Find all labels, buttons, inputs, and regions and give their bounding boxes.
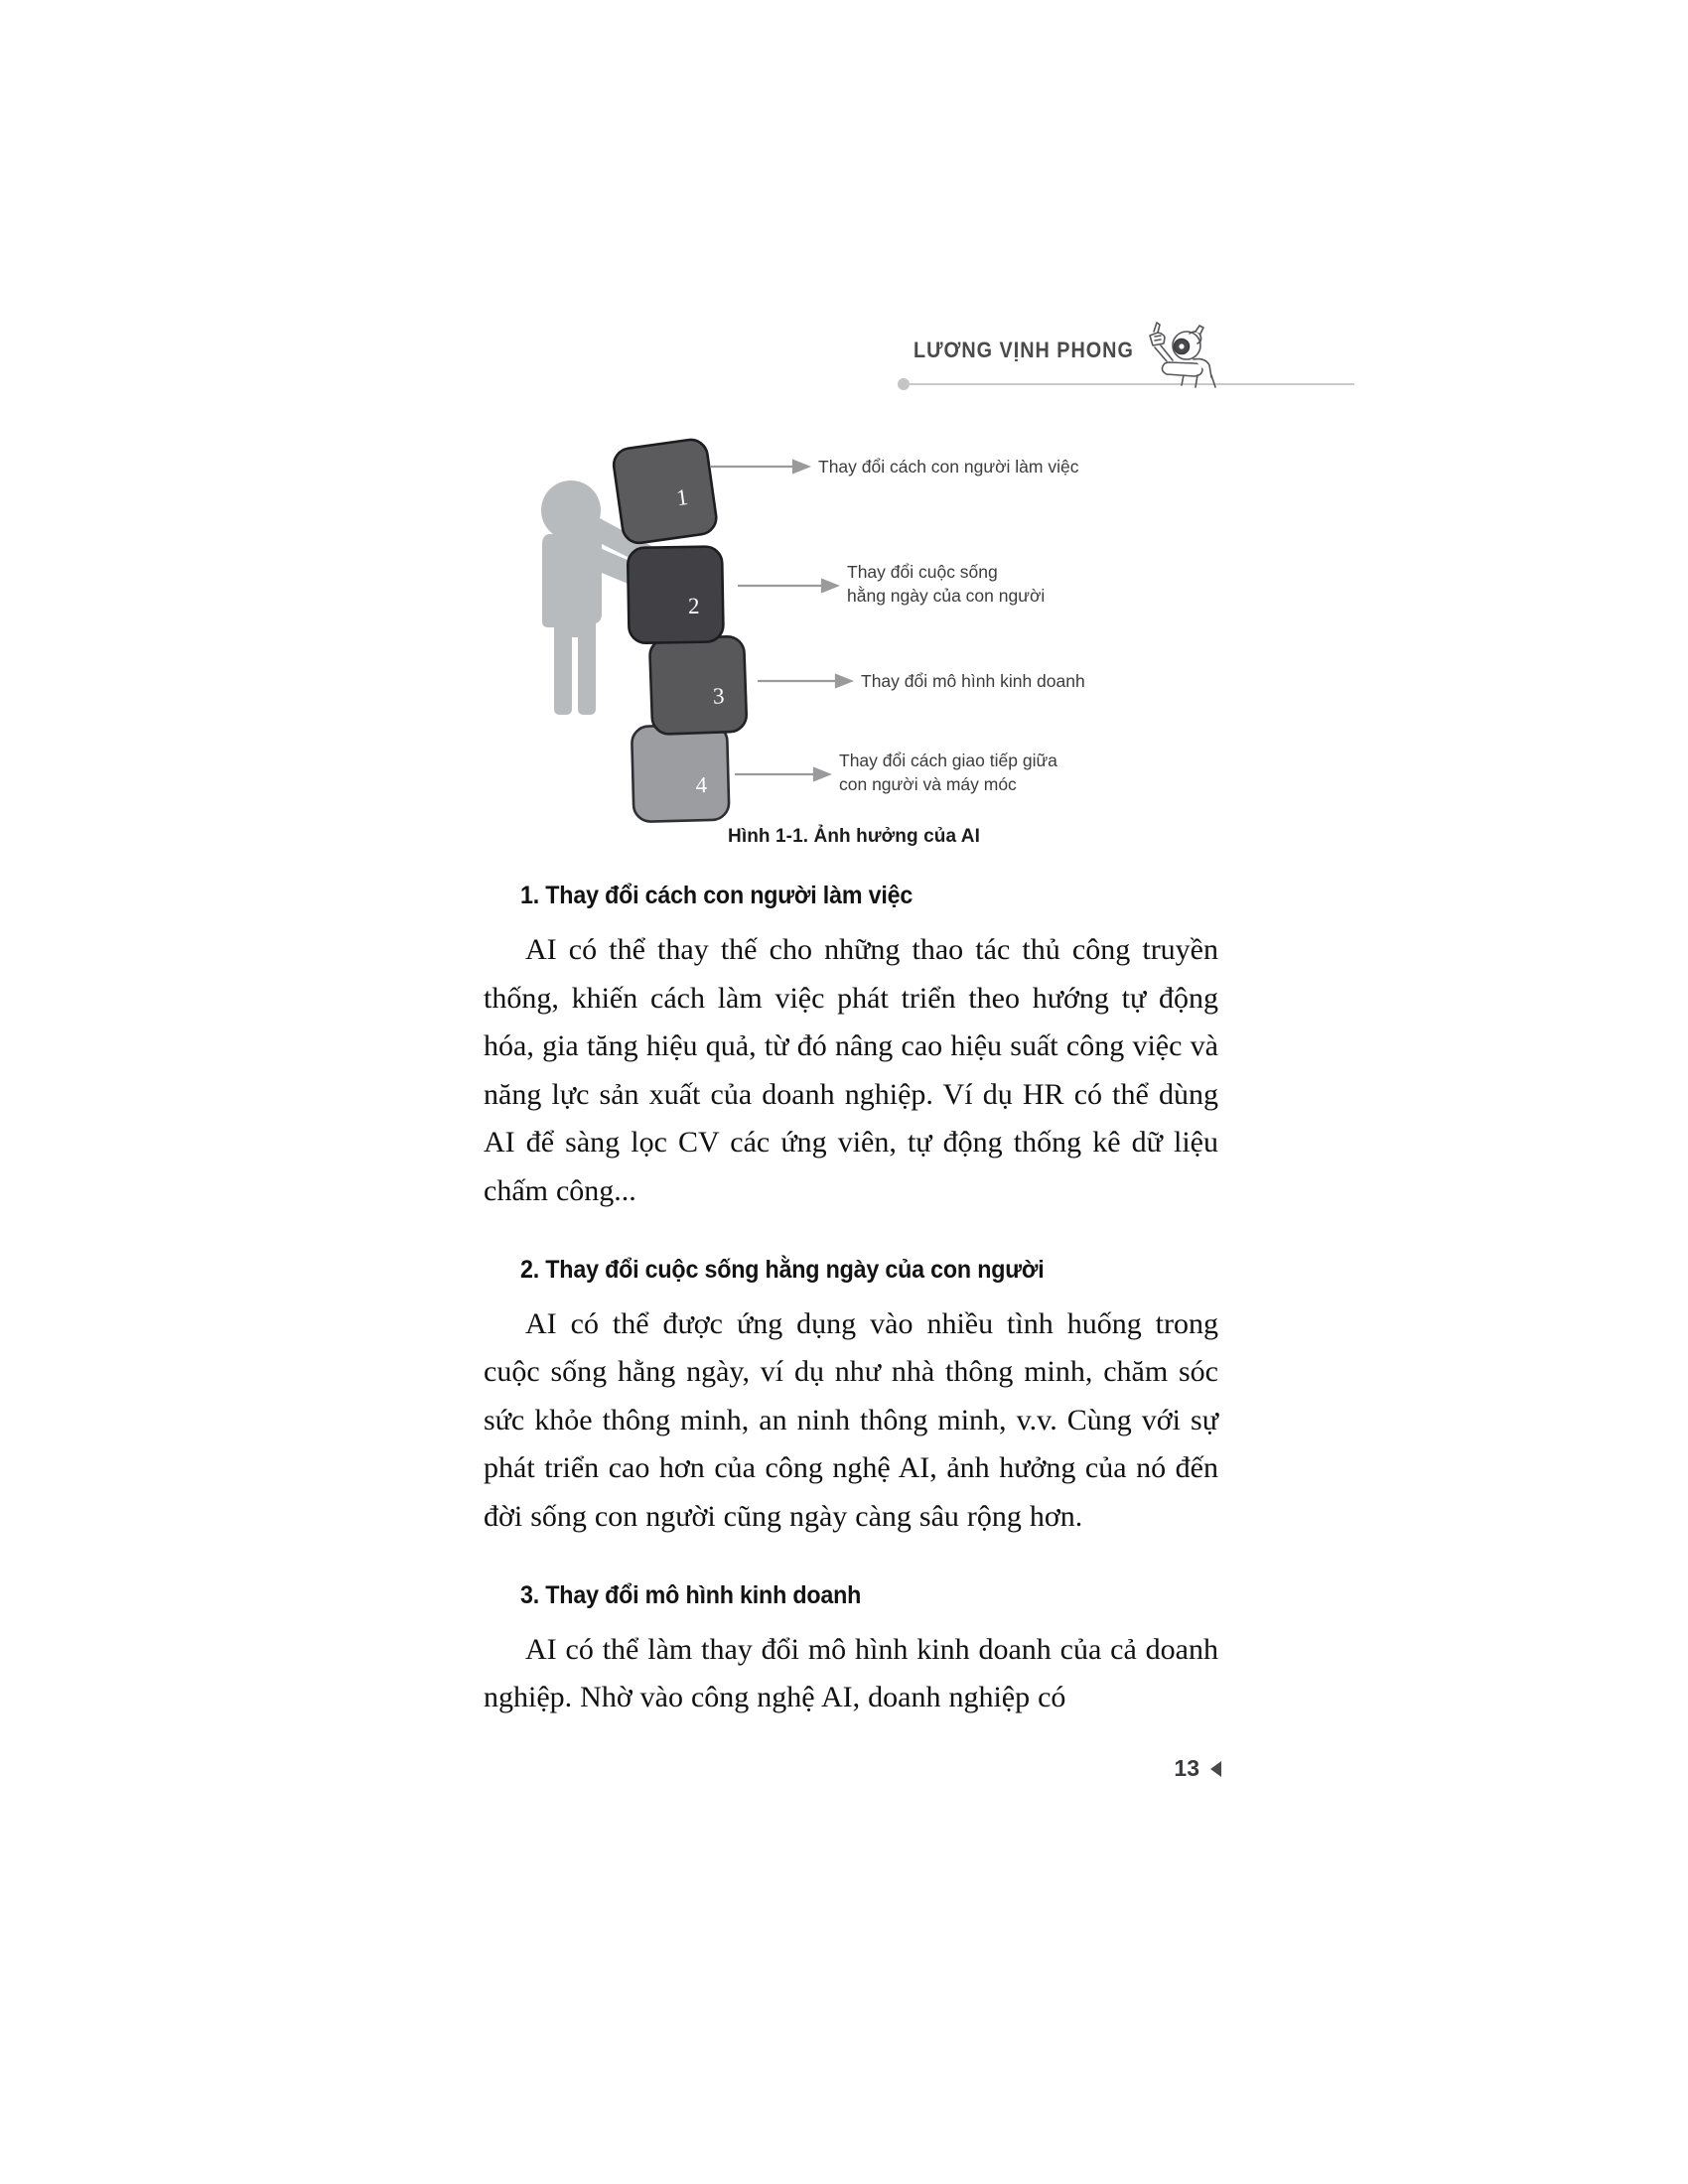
- section-paragraph-2: AI có thể được ứng dụng vào nhiều tình huống trong cuộc sống hằng ngày, ví dụ như nhà thông minh, chăm sóc sức khỏe thông minh, an ninh thông minh, v.v. Cùng với sự phát triển cao hơn của công nghệ AI, ảnh hưởng của nó đến đời sống con người cũng ngày càng sâu rộng hơn.: [484, 1306, 1218, 1533]
- figure-label-1-line1: Thay đổi cách con người làm việc: [818, 457, 1079, 477]
- section-paragraph-1: AI có thể thay thế cho những thao tác thủ công truyền thống, khiến cách làm việc phát triển theo hướng tự động hóa, gia tăng hiệu quả, từ đó nâng cao hiệu suất công việc và năng lực sản xuất của doanh nghiệp. Ví dụ HR có thể dùng AI để sàng lọc CV các ứng viên, tự động thống kê dữ liệu chấm công...: [484, 933, 1218, 1207]
- page-number: 13: [1174, 1755, 1199, 1781]
- section-heading-2: 2. Thay đổi cuộc sống hằng ngày của con người: [520, 1255, 1045, 1284]
- figure-block-2-number: 2: [687, 593, 700, 618]
- arrow-right-icon: [738, 580, 837, 592]
- robot-figure-icon: [1124, 316, 1243, 395]
- figure-label-3-line1: Thay đổi mô hình kinh doanh: [861, 671, 1085, 691]
- page-body: [484, 882, 1218, 1722]
- figure-label-4-line1: Thay đổi cách giao tiếp giữa: [839, 751, 1057, 770]
- figure-block-1-number: 1: [674, 483, 690, 511]
- arrow-right-icon: [735, 768, 829, 780]
- header-author-name: LƯƠNG VỊNH PHONG: [914, 338, 1134, 362]
- figure-block-4-number: 4: [695, 772, 708, 798]
- running-header: [914, 338, 1370, 407]
- section-paragraph-3: AI có thể làm thay đổi mô hình kinh doanh của cả doanh nghiệp. Nhờ vào công nghệ AI, doanh nghiệp có: [484, 1632, 1218, 1714]
- figure-block-1: [612, 438, 718, 545]
- figure-block-4: [632, 724, 729, 821]
- figure-block-3: [649, 636, 747, 735]
- section-heading-3: 3. Thay đổi mô hình kinh doanh: [520, 1580, 862, 1609]
- figure-label-2-line2: hằng ngày của con người: [847, 586, 1046, 606]
- figure-label-4-line2: con người và máy móc: [839, 774, 1017, 794]
- triangle-left-icon: [1210, 1761, 1221, 1777]
- figure-caption: Hình 1-1. Ảnh hưởng của AI: [728, 826, 980, 847]
- arrow-right-icon: [711, 461, 808, 473]
- figure-label-2-line1: Thay đổi cuộc sống: [847, 562, 998, 582]
- section-heading-1: 1. Thay đổi cách con người làm việc: [520, 882, 914, 909]
- figure-block-3-number: 3: [712, 683, 725, 709]
- arrow-right-icon: [758, 675, 851, 687]
- page-folio: [1053, 1755, 1221, 1782]
- figure-ai-impact: [516, 427, 1192, 824]
- figure-block-2: [628, 546, 724, 643]
